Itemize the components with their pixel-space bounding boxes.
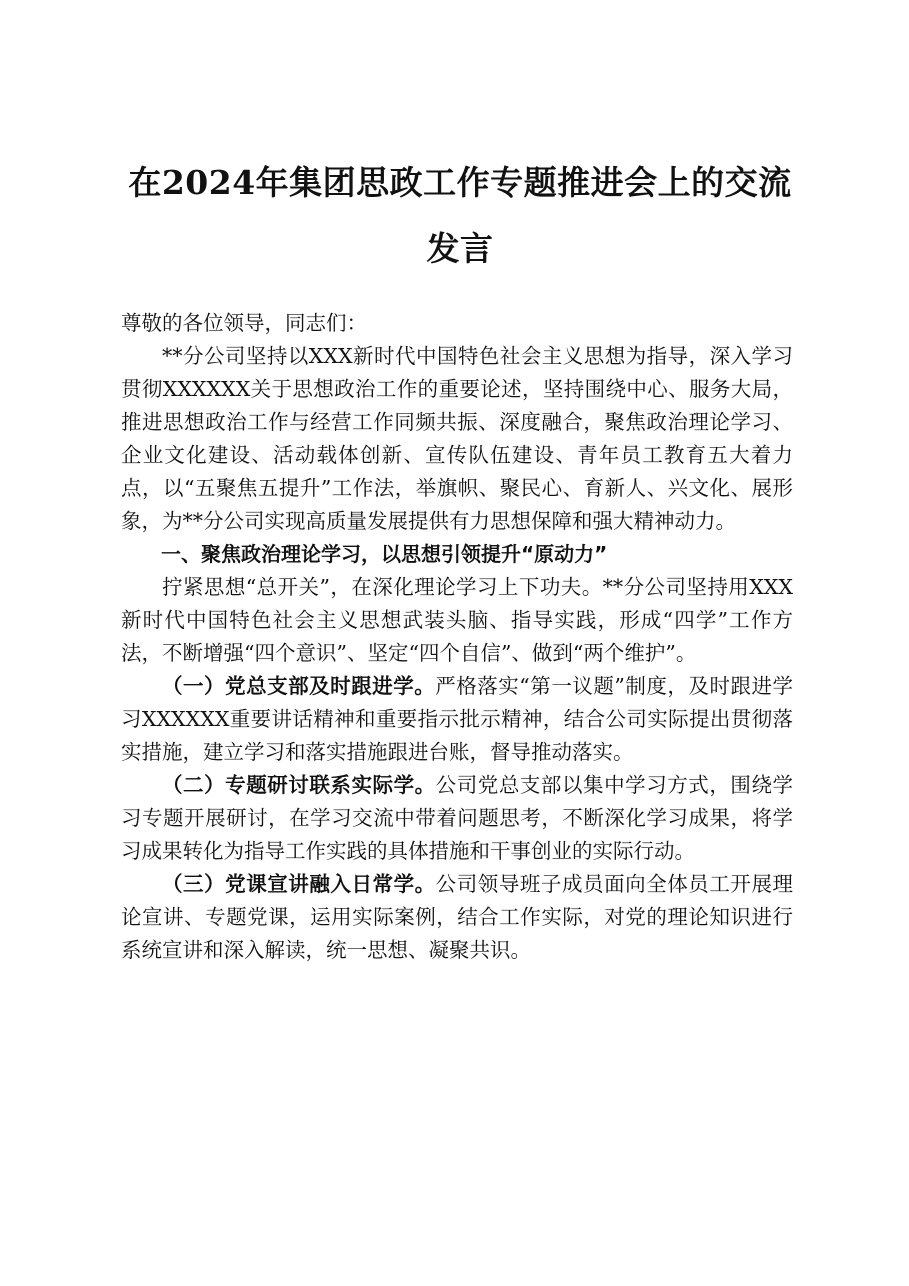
section1-heading: 一、聚焦政治理论学习，以思想引领提升“原动力” [161,542,608,566]
document-body [121,307,793,967]
item2-paragraph [121,769,793,868]
document-title-line1: 在2024年集团思政工作专题推进会上的交流 [128,163,792,202]
item2-text: 公司党总支部以集中学习方式，围绕学习专题开展研讨，在学习交流中带着问题思考，不断深化学习成果，将学习成果转化为指导工作实践的具体措施和干事创业的实际行动。 [121,773,793,863]
item3-text: 公司领导班子成员面向全体员工开展理论宣讲、专题党课，运用实际案例，结合工作实际，对党的理论知识进行系统宣讲和深入解读，统一思想、凝聚共识。 [121,872,793,962]
item1-paragraph [121,670,793,769]
item3-title: （三）党课宣讲融入日常学。 [162,872,436,896]
intro-paragraph: **分公司坚持以XXX新时代中国特色社会主义思想为指导，深入学习贯彻XXXXXX关于思想政治工作的重要论述，坚持围绕中心、服务大局，推进思想政治工作与经营工作同频共振、深度融合，聚焦政治理论学习、企业文化建设、活动载体创新、宣传队伍建设、青年员工教育五大着力点，以“五聚焦五提升”工作法，举旗帜、聚民心、育新人、兴文化、展形象，为**分公司实现高质量发展提供有力思想保障和强大精神动力。 [121,344,793,533]
section1-paragraph: 拧紧思想“总开关”，在深化理论学习上下功夫。**分公司坚持用XXX新时代中国特色社会主义思想武装头脑、指导实践，形成“四学”工作方法，不断增强“四个意识”、坚定“四个自信”、做到“两个维护”。 [121,575,793,665]
document-title-line2: 发言 [426,229,494,268]
item3-paragraph [121,868,793,967]
item1-text: 严格落实“第一议题”制度，及时跟进学习XXXXXX重要讲话精神和重要指示批示精神，结合公司实际提出贯彻落实措施，建立学习和落实措施跟进台账，督导推动落实。 [121,674,793,764]
item2-title: （二）专题研讨联系实际学。 [162,773,436,797]
salutation: 尊敬的各位领导，同志们： [121,311,367,335]
item1-title: （一）党总支部及时跟进学。 [162,674,436,698]
